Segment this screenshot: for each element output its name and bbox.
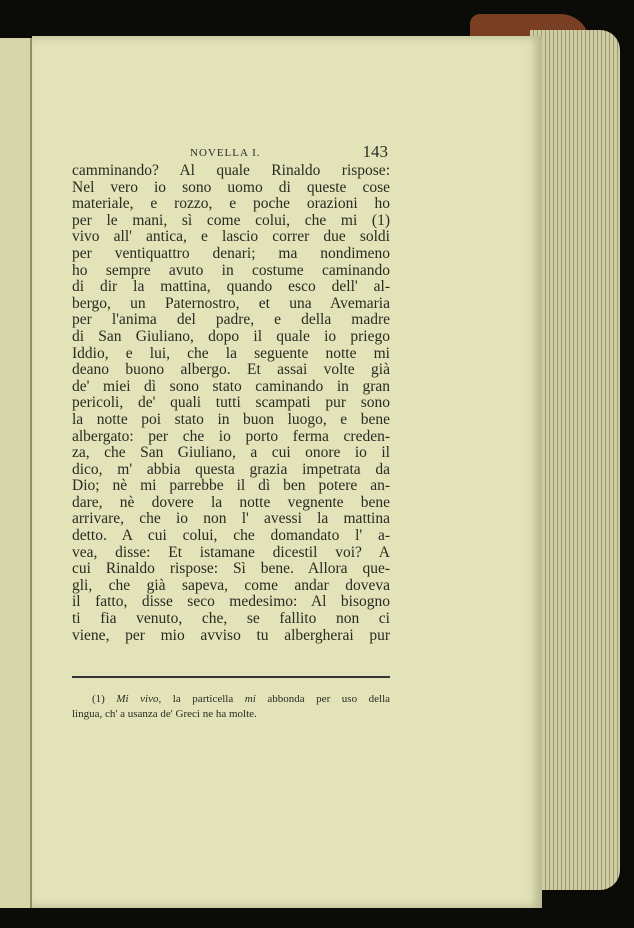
footnote-term: Mi vivo <box>116 693 159 705</box>
text-line: per l'anima del padre, e della madre <box>72 311 390 329</box>
text-line: pericoli, de' quali tutti scampati pur sono <box>72 394 390 412</box>
text-line: il fatto, disse seco medesimo: Al bisogno <box>72 593 390 611</box>
text-line: ho sempre avuto in costume caminando <box>72 261 390 279</box>
running-title: NOVELLA I. <box>190 147 261 159</box>
text-line: arrivare, che io non l' avessi la mattina <box>72 510 390 528</box>
text-line: dare, nè dovere la notte vegnente bene <box>72 493 390 511</box>
footnote-line: lingua, ch' a usanza de' Greci ne ha molte. <box>72 708 257 720</box>
text-line: vivo all' antica, e lascio correr due soldi <box>72 228 390 246</box>
page-edges <box>530 30 620 890</box>
text-line: di dir la mattina, quando esco dell' al- <box>72 278 390 296</box>
text-line: camminando? Al quale Rinaldo rispose: <box>72 162 390 179</box>
text-line: di San Giuliano, dopo il quale io priego <box>72 327 390 345</box>
body-text <box>72 163 390 644</box>
text-line: deano buono albergo. Et assai volte già <box>72 361 390 379</box>
footnote-marker: (1) <box>92 693 105 705</box>
footnote-term: mi <box>244 693 256 705</box>
page-header <box>72 142 388 162</box>
footnote-text: abbonda per uso della <box>255 693 391 705</box>
text-line: vea, disse: Et istamane dicestil voi? A <box>72 543 390 561</box>
text-line: viene, per mio avviso tu albergherai pur <box>72 626 390 644</box>
text-line: Dio; nè mi parrebbe il dì ben potere an- <box>72 477 390 495</box>
text-line: la notte poi stato in buon luogo, e bene <box>72 410 390 428</box>
text-line: gli, che già sapeva, come andar doveva <box>72 576 390 594</box>
text-line: per ventiquattro denari; ma nondimeno <box>72 244 390 262</box>
text-line: albergato: per che io porto ferma creden- <box>72 427 390 445</box>
text-line: materiale, e rozzo, e poche orazioni ho <box>72 195 390 213</box>
text-line: per le mani, sì come colui, che mi (1) <box>72 211 390 229</box>
text-line: za, che San Giuliano, a cui onore io il <box>72 444 390 462</box>
footnote-rule <box>72 676 390 678</box>
text-line: de' miei dì sono stato caminando in gran <box>72 377 390 395</box>
footnote <box>72 692 390 722</box>
text-line: bergo, un Paternostro, et una Avemaria <box>72 294 390 312</box>
text-line: Iddio, e lui, che la seguente notte mi <box>72 344 390 362</box>
text-line: Nel vero io sono uomo di queste cose <box>72 178 390 196</box>
footnote-text: , la particella <box>158 693 245 705</box>
page-number: 143 <box>362 142 388 161</box>
facing-page-edge <box>0 38 32 908</box>
text-line: cui Rinaldo rispose: Sì bene. Allora que- <box>72 560 390 578</box>
text-line: dico, m' abbia questa grazia impetrata da <box>72 460 390 478</box>
text-line: detto. A cui colui, che domandato l' a- <box>72 527 390 545</box>
text-line: ti fia venuto, che, se fallito non ci <box>72 610 390 628</box>
footnote-line <box>72 692 390 707</box>
